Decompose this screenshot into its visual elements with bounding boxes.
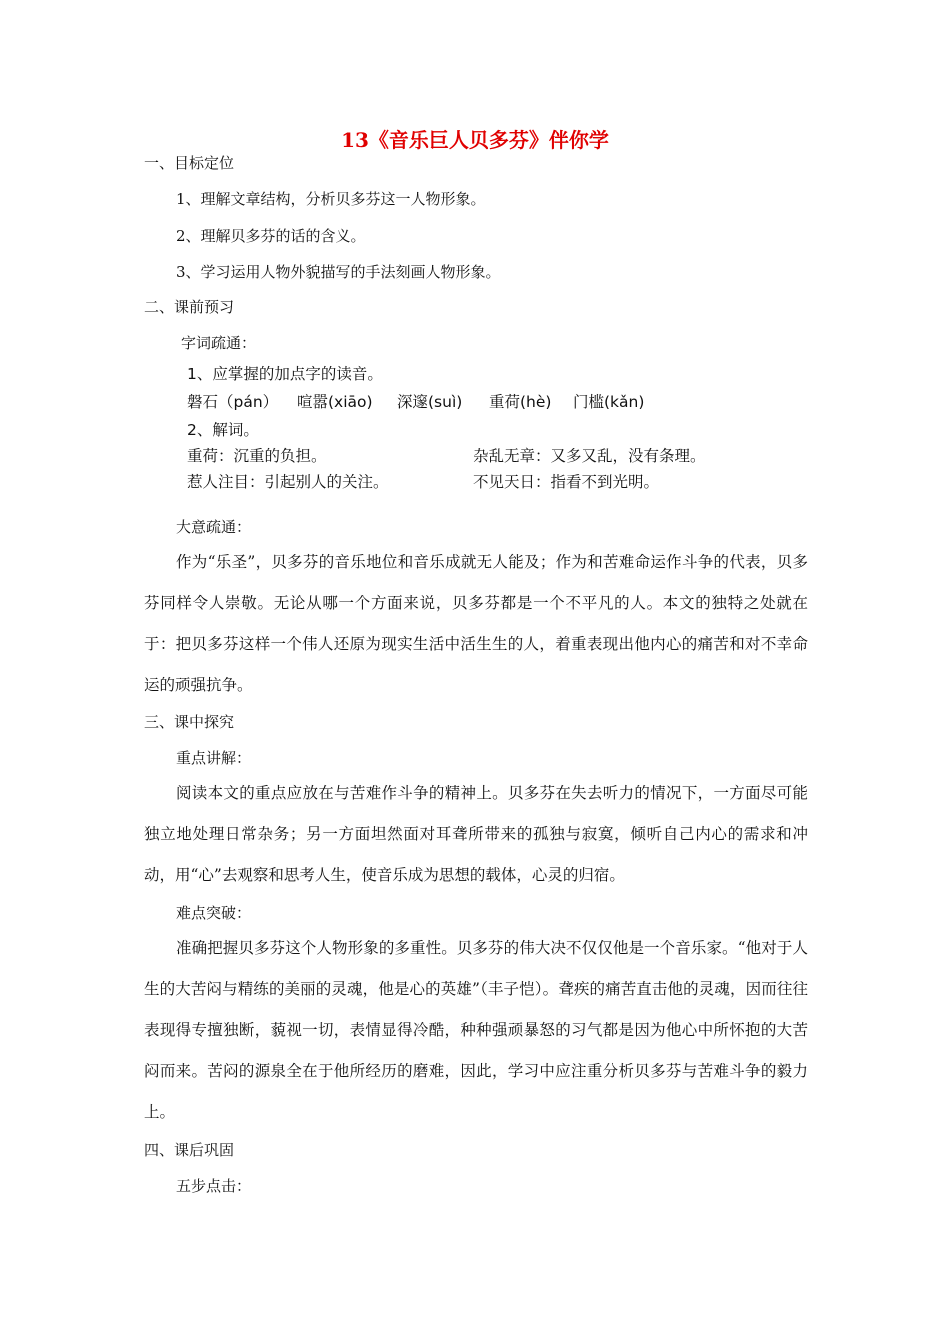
keypoint-paragraph: 阅读本文的重点应放在与苦难作斗争的精神上。贝多芬在失去听力的情况下，一方面尽可能独立地处理日常杂务；另一方面坦然面对耳聋所带来的孤独与寂寞，倾听自己内心的需求和冲动，用“心”去观察和思考人生，使音乐成为思想的载体，心灵的归宿。 <box>144 784 808 884</box>
vocab-subheading: 字词疏通： <box>181 334 257 352</box>
def-item: 杂乱无章：又多又乱，没有条理。 <box>473 447 706 465</box>
summary-paragraph: 作为“乐圣”，贝多芬的音乐地位和音乐成就无人能及；作为和苦难命运作斗争的代表，贝多芬同样令人崇敬。无论从哪一个方面来说，贝多芬都是一个不平凡的人。本文的独特之处就在于：把贝多芬这样一个伟人还原为现实生活中活生生的人，着重表现出他内心的痛苦和对不幸命运的顽强抗争。 <box>144 553 808 694</box>
goal-item-2: 2、理解贝多芬的话的含义。 <box>176 227 366 245</box>
pron-item: 深邃(suì) <box>397 393 463 411</box>
difficulty-subheading: 难点突破： <box>176 904 252 922</box>
section4-heading: 四、课后巩固 <box>144 1141 235 1159</box>
vocab-box <box>187 360 747 490</box>
def-heading: 2、解词。 <box>187 421 259 439</box>
section2-heading: 二、课前预习 <box>144 298 235 316</box>
pron-heading: 1、应掌握的加点字的读音。 <box>187 365 383 383</box>
page-title: 13《音乐巨人贝多芬》伴你学 <box>341 128 609 152</box>
difficulty-paragraph: 准确把握贝多芬这个人物形象的多重性。贝多芬的伟大决不仅仅他是一个音乐家。“他对于人生的大苦闷与精练的美丽的灵魂，他是心的英雄”（丰子恺）。聋疾的痛苦直击他的灵魂，因而往往表现得专擅独断，藐视一切，表情显得冷酷，种种强顽暴怒的习气都是因为他心中所怀抱的大苦闷而来。苦闷的源泉全在于他所经历的磨难，因此，学习中应注重分析贝多芬与苦难斗争的毅力上。 <box>144 939 808 1121</box>
goal-item-1: 1、理解文章结构，分析贝多芬这一人物形象。 <box>176 190 486 208</box>
steps-subheading: 五步点击： <box>176 1177 252 1195</box>
keypoint-subheading: 重点讲解： <box>176 749 252 767</box>
pron-item: 重荷(hè) <box>489 393 552 411</box>
pron-item: 磐石（pán） <box>187 393 279 411</box>
def-item: 惹人注目：引起别人的关注。 <box>187 473 389 491</box>
def-item: 不见天日：指看不到光明。 <box>473 473 660 491</box>
section3-heading: 三、课中探究 <box>144 713 235 731</box>
def-item: 重荷：沉重的负担。 <box>187 447 327 465</box>
pron-item: 喧嚣(xiāo) <box>297 393 373 411</box>
summary-subheading: 大意疏通： <box>176 518 252 536</box>
section1-heading: 一、目标定位 <box>144 154 235 172</box>
goal-item-3: 3、学习运用人物外貌描写的手法刻画人物形象。 <box>176 263 501 281</box>
pron-item: 门槛(kǎn) <box>573 393 645 411</box>
